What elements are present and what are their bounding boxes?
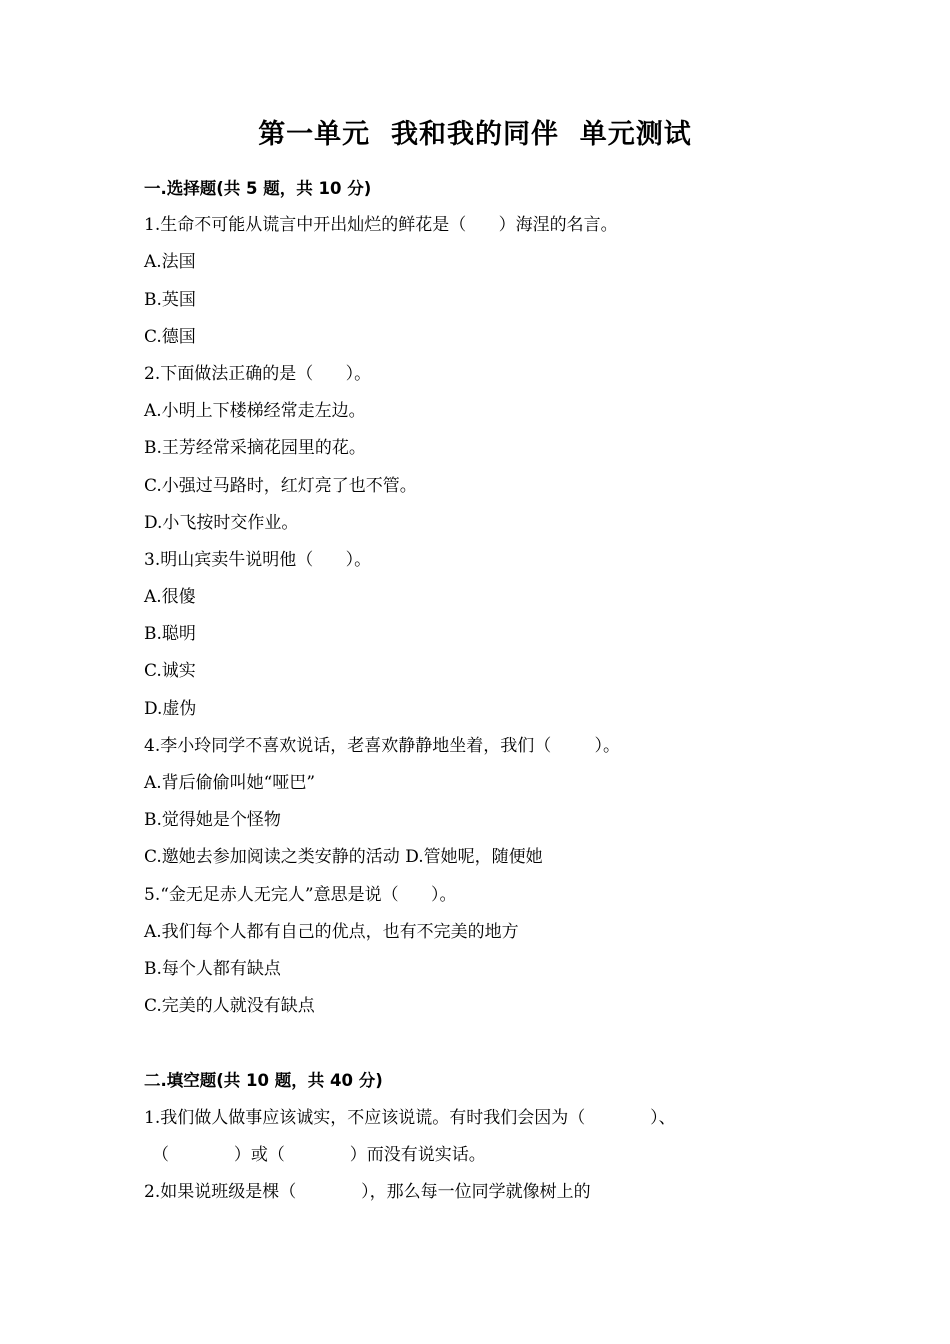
- answer-option: B.英国: [144, 289, 196, 310]
- section-heading: 二.填空题(共 10 题，共 40 分): [144, 1071, 383, 1091]
- question-text-continued: （ ）或（ ）而没有说实话。: [152, 1144, 486, 1165]
- answer-option: D.虚伪: [144, 698, 197, 719]
- answer-option: C.邀她去参加阅读之类安静的活动 D.管她呢，随便她: [144, 847, 543, 868]
- question-text: 5.“金无足赤人无完人”意思是说（ ）。: [144, 884, 457, 905]
- question-text: 2.如果说班级是棵（ ），那么每一位同学就像树上的: [144, 1181, 591, 1202]
- question-text: 3.明山宾卖牛说明他（ ）。: [144, 549, 372, 570]
- question-text: 4.李小玲同学不喜欢说话，老喜欢静静地坐着，我们（ ）。: [144, 735, 620, 756]
- answer-option: A.我们每个人都有自己的优点，也有不完美的地方: [144, 921, 519, 942]
- answer-option: C.小强过马路时，红灯亮了也不管。: [144, 475, 417, 496]
- answer-option: A.法国: [144, 252, 196, 273]
- document-title: 第一单元 我和我的同伴 单元测试: [258, 119, 692, 150]
- answer-option: B.每个人都有缺点: [144, 958, 281, 979]
- section-fill-in-blank: [144, 1062, 824, 1211]
- answer-option: D.小飞按时交作业。: [144, 512, 299, 533]
- answer-option: A.很傻: [144, 587, 196, 608]
- answer-option: A.背后偷偷叫她“哑巴”: [144, 773, 316, 793]
- answer-option: B.王芳经常采摘花园里的花。: [144, 438, 366, 459]
- section-multiple-choice: [144, 170, 824, 1025]
- question-text: 2.下面做法正确的是（ ）。: [144, 363, 372, 384]
- answer-option: B.聪明: [144, 624, 196, 645]
- answer-option: C.诚实: [144, 661, 196, 682]
- answer-option: C.完美的人就没有缺点: [144, 996, 315, 1017]
- section-heading: 一.选择题(共 5 题，共 10 分): [144, 179, 372, 198]
- answer-option: B.觉得她是个怪物: [144, 810, 281, 831]
- section-spacer: [144, 1025, 824, 1062]
- question-text: 1.生命不可能从谎言中开出灿烂的鲜花是（ ）海涅的名言。: [144, 215, 618, 236]
- answer-option: C.德国: [144, 326, 196, 347]
- question-text: 1.我们做人做事应该诚实，不应该说谎。有时我们会因为（ ）、: [144, 1107, 676, 1128]
- document-body: [144, 170, 824, 1211]
- answer-option: A.小明上下楼梯经常走左边。: [144, 401, 366, 422]
